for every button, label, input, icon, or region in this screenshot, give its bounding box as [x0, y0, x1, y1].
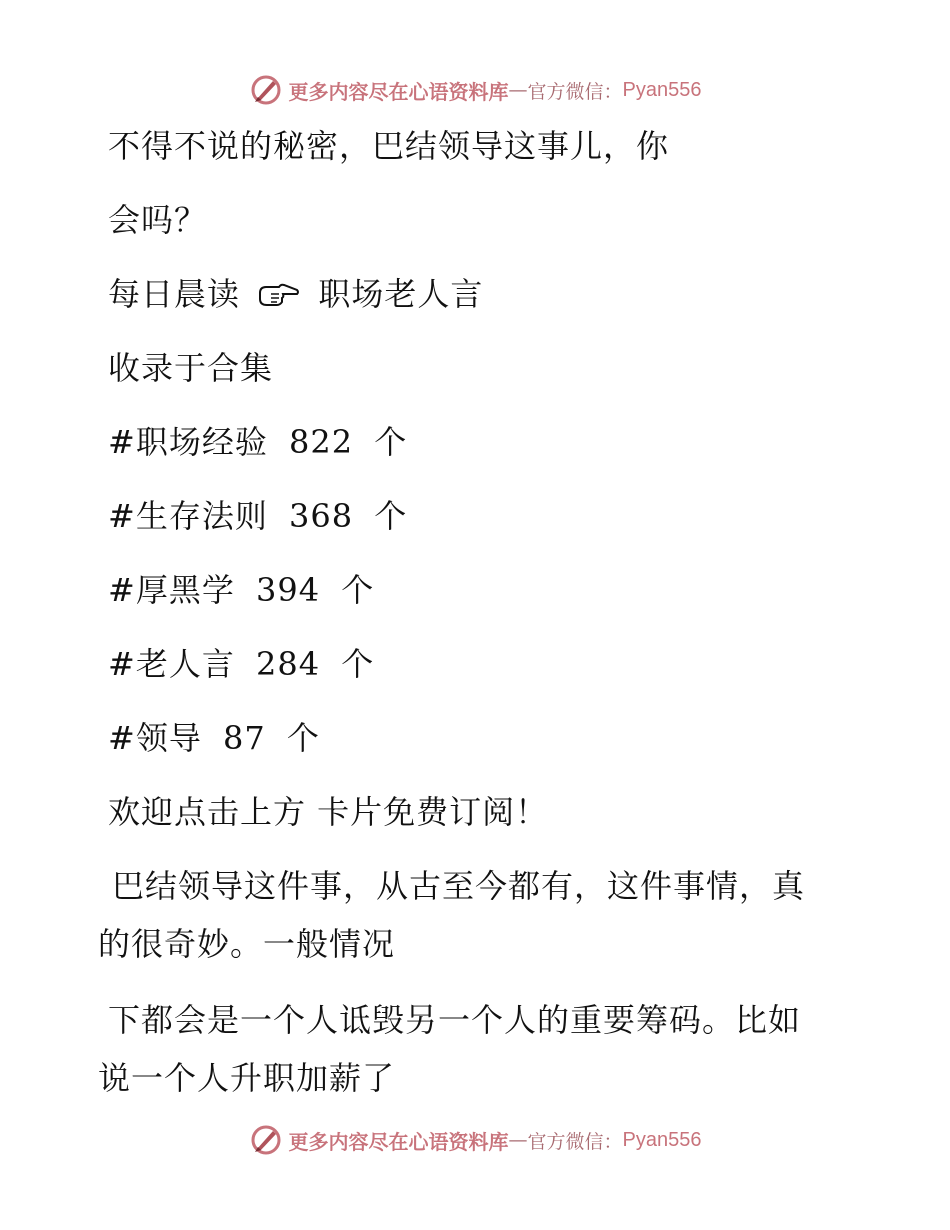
- tag-count: 394: [256, 571, 321, 609]
- column-line: [108, 274, 483, 314]
- tag-unit: 个: [374, 497, 408, 535]
- pointing-hand-icon: [257, 274, 301, 314]
- column-prefix: 每日晨读: [108, 275, 241, 313]
- tag-name: #领导: [108, 719, 202, 757]
- collection-label: 收录于合集: [108, 349, 274, 387]
- footer-watermark: [0, 1120, 950, 1160]
- subscribe-prompt: 欢迎点击上方 卡片免费订阅！: [108, 793, 549, 831]
- tag-unit: 个: [341, 645, 375, 683]
- watermark-contact-label: 官方微信：: [527, 1130, 623, 1153]
- tag-count: 284: [256, 645, 321, 683]
- watermark-separator: —: [508, 1129, 528, 1151]
- tag-name: #厚黑学: [108, 571, 235, 609]
- tag-unit: 个: [286, 719, 320, 757]
- tag-unit: 个: [374, 423, 408, 461]
- watermark-contact-label: 官方微信：: [527, 80, 623, 103]
- body-line-1: 巴结领导这件事，从古至今都有，这件事情，真: [112, 867, 806, 905]
- article-title-line-2: 会吗？: [108, 201, 208, 239]
- tag-count: 822: [289, 423, 354, 461]
- watermark-separator: —: [508, 79, 528, 101]
- tag-unit: 个: [341, 571, 375, 609]
- watermark-handle: Pyan556: [622, 1128, 702, 1151]
- tag-line[interactable]: [108, 422, 407, 462]
- body-line-4: 说一个人升职加薪了: [98, 1059, 396, 1097]
- header-watermark: [0, 70, 950, 110]
- tag-name: #职场经验: [108, 423, 268, 461]
- tag-name: #生存法则: [108, 497, 268, 535]
- tag-count: 368: [289, 497, 354, 535]
- quill-logo-icon: [249, 1123, 283, 1157]
- watermark-brand: 更多内容尽在心语资料库: [288, 79, 509, 104]
- tag-count: 87: [223, 719, 266, 757]
- column-name: 职场老人言: [318, 275, 484, 313]
- watermark-handle: Pyan556: [622, 78, 702, 101]
- body-line-3: 下都会是一个人诋毁另一个人的重要筹码。比如: [108, 1001, 802, 1039]
- tag-line[interactable]: [108, 718, 320, 758]
- tag-line[interactable]: [108, 570, 374, 610]
- body-line-2: 的很奇妙。一般情况: [98, 925, 396, 963]
- tag-line[interactable]: [108, 496, 407, 536]
- tag-line[interactable]: [108, 644, 374, 684]
- tag-name: #老人言: [108, 645, 235, 683]
- quill-logo-icon: [249, 73, 283, 107]
- watermark-brand: 更多内容尽在心语资料库: [288, 1129, 509, 1154]
- article-title-line-1: 不得不说的秘密，巴结领导这事儿，你: [108, 127, 670, 165]
